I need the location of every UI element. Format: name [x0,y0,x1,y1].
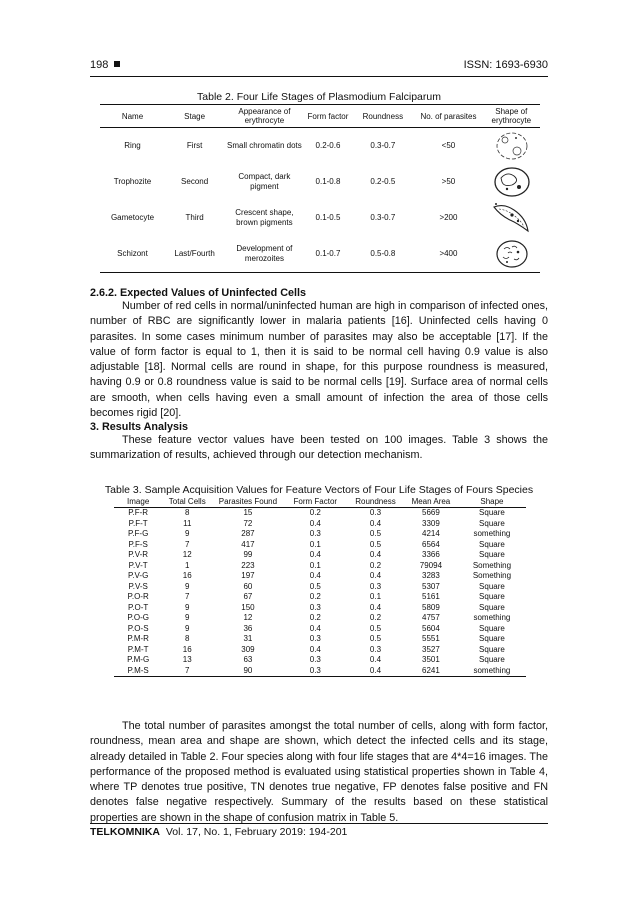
cell-total-cells: 9 [185,602,190,612]
cell-form-factor: 0.3 [309,655,321,665]
table3-col-shape: Shape [458,496,526,508]
cell-total-cells: 16 [182,571,192,581]
table2-row [100,200,540,236]
cell-roundness: 0.1 [369,592,382,602]
cell-mean-area: 5809 [422,602,440,612]
cell-image: P.M-T [127,644,149,654]
table3-row [114,550,526,561]
cell-image: P.O-S [127,623,149,633]
cell-name: Gametocyte [110,213,155,222]
cell-form-factor: 0.1 [309,539,321,549]
cell-roundness: 0.4 [347,666,404,677]
issn-label: ISSN: 1693-6930 [463,59,548,71]
cell-parasites-found: 417 [241,539,255,549]
cell-image: P.O-T [128,602,149,612]
cell-parasites-found: 63 [243,655,253,665]
cell-name: Ring [124,141,141,150]
cell-parasites-found: 60 [243,581,253,591]
cell-mean-area: 6564 [422,539,440,549]
page-header [90,56,548,74]
cell-form-factor: 0.1 [309,560,321,570]
cell-roundness: 0.3 [369,644,382,654]
cell-shape: Square [479,602,505,612]
cell-mean-area: 3501 [422,655,440,665]
table2-col-appearance: Appearance of erythrocyte [224,105,304,128]
cell-roundness: 0.2-0.5 [370,177,396,186]
closing-paragraph: The total number of parasites amongst the total number of cells, along with form factor, roundness, mean area and shape are shown, which detect the infected cells and its stage, already detailed in Table 2. Four species along with four life stages that are 4*4=16 images. The performance of the proposed method is evaluated using statistical properties shown in Table 4, where TP denotes true positive, TN denotes true negative, FP denotes false positive and FN denotes false negative respectively. Summary of the results based on these statistical properties are shown in the shape of confusion matrix in Table 5. [90,720,548,824]
table3-row [114,655,526,666]
table2-col-form-factor: Form factor [305,105,352,128]
cell-total-cells: 1 [185,560,190,570]
cell-mean-area: 6241 [404,666,458,677]
cell-image: P.F-T [128,518,148,528]
cell-form-factor: 0.4 [309,571,321,581]
table3 [114,496,526,677]
table3-row [114,645,526,656]
cell-roundness: 0.3-0.7 [370,213,396,222]
cell-image: P.M-R [127,634,149,644]
cell-image: P.F-R [128,508,149,518]
cell-stage: Third [185,213,204,222]
cell-total-cells: 9 [185,623,190,633]
cell-form-factor: 0.2 [309,592,321,602]
cell-parasites-found: 197 [241,571,255,581]
cell-mean-area: 4214 [422,529,440,539]
table3-caption: Table 3. Sample Acquisition Values for Feature Vectors of Four Life Stages of Fours Species [104,484,534,496]
cell-image: P.V-G [128,571,149,581]
table3-row [114,603,526,614]
cell-total-cells: 9 [185,529,190,539]
table3-row [114,634,526,645]
cell-parasites-found: 99 [243,550,253,560]
table2-row [100,128,540,165]
cell-shape: Square [479,581,505,591]
table3-row [114,561,526,572]
table3-row [114,666,526,677]
cell-name: Trophozite [113,177,152,186]
section-2-6-2-paragraph: Number of red cells in normal/uninfected human are high in comparison of infected ones, number of RBC are significantly lower in malaria patients [16]. Uninfected cells having 0 parasites. In some cases minimum number of parasites may also be acceptable [17]. If the value of form factor is equal to 1, then it is said to be normal cell having 0.9 value is also adjustable [18]. Normal cells are round in shape, for this purpose roundness is measured, having 0.9 or 0.8 roundness value is said to be normal cells [19]. Surface area of normal cells are smooth, when cells having even a small amount of infection the area of those cells becomes rigid [20]. [90,300,548,420]
cell-total-cells: 11 [183,518,192,528]
cell-image: P.O-G [127,613,149,623]
square-bullet-icon [114,61,120,67]
table3-row [114,529,526,540]
cell-parasites-found: 287 [241,529,255,539]
cell-shape: Square [479,518,505,528]
cell-total-cells: 8 [185,634,190,644]
cell-total-cells: 7 [185,539,190,549]
cell-form-factor: 0.1-0.7 [305,236,352,273]
cell-stage: First [186,141,203,150]
footer-rule [90,823,548,824]
cell-parasites-found: 309 [241,644,255,654]
table3-row [114,571,526,582]
cell-shape: something [458,666,526,677]
cell-parasites-found: 67 [243,592,253,602]
table3-header-row [114,496,526,508]
cell-form-factor: 0.1-0.8 [315,177,341,186]
cell-shape: Square [479,508,505,518]
cell-shape: Square [479,655,505,665]
cell-image: P.M-G [127,655,150,665]
cell-parasites-found: 223 [241,560,255,570]
cell-roundness: 0.4 [369,655,382,665]
table2-row [100,164,540,200]
cell-mean-area: 5551 [422,634,440,644]
cell-mean-area: 5669 [422,508,440,518]
cell-appearance: Crescent shape, brown pigments [235,208,294,227]
cell-shape: something [473,529,511,539]
cell-shape: Square [479,644,505,654]
cell-roundness: 0.5-0.8 [351,236,414,273]
table3-row [114,592,526,603]
cell-roundness: 0.4 [369,602,382,612]
table3-col-parasites-found: Parasites Found [212,496,283,508]
table2-col-name: Name [100,105,165,128]
cell-mean-area: 79094 [419,560,443,570]
cell-roundness: 0.3 [369,508,382,518]
schizont-cell-icon [490,237,532,271]
section-3-paragraph: These feature vector values have been tested on 100 images. Table 3 shows the summarization of results, achieved through our detection mechanism. [90,434,548,462]
table2-row [100,236,540,273]
cell-roundness: 0.4 [369,550,382,560]
cell-appearance: Compact, dark pigment [238,172,291,191]
table3-body [114,508,526,677]
cell-mean-area: 5604 [422,623,440,633]
cell-form-factor: 0.4 [309,518,321,528]
table3-row [114,624,526,635]
cell-image: P.F-G [128,529,149,539]
cell-roundness: 0.3-0.7 [370,141,396,150]
cell-stage: Second [181,177,209,186]
cell-roundness: 0.2 [369,560,382,570]
cell-form-factor: 0.2 [309,613,321,623]
page-number: 198 [90,59,109,71]
cell-parasites-found: 15 [243,508,253,518]
table2-header-row [100,105,540,128]
ring-cell-icon [490,129,532,163]
page-footer [90,826,548,838]
cell-form-factor: 0.1-0.5 [315,213,341,222]
journal-name: TELKOMNIKA [90,826,160,838]
cell-mean-area: 3283 [422,571,440,581]
cell-image: P.O-R [127,592,149,602]
cell-shape: Something [472,571,512,581]
cell-roundness: 0.5 [369,529,382,539]
cell-shape: Square [479,539,505,549]
cell-parasites-found: 72 [243,518,253,528]
cell-total-cells: 12 [182,550,192,560]
cell-shape: Square [479,592,505,602]
cell-appearance: Small chromatin dots [227,141,302,150]
table3-row [114,613,526,624]
cell-total-cells: 9 [185,581,190,591]
cell-image: P.F-S [128,539,148,549]
cell-form-factor: 0.4 [309,550,321,560]
table3-row [114,519,526,530]
table3-col-total-cells: Total Cells [162,496,212,508]
cell-roundness: 0.4 [369,571,382,581]
cell-roundness: 0.5 [369,634,382,644]
cell-total-cells: 13 [182,655,192,665]
cell-mean-area: 5307 [422,581,440,591]
cell-mean-area: 4757 [422,613,440,623]
cell-roundness: 0.5 [369,539,382,549]
cell-parasites-found: 90 [212,666,283,677]
cell-form-factor: 0.4 [309,644,321,654]
cell-roundness: 0.4 [369,518,382,528]
cell-parasites: >50 [441,177,456,186]
cell-total-cells: 8 [185,508,190,518]
table2 [100,104,540,273]
table3-col-form-factor: Form Factor [284,496,347,508]
cell-parasites-found: 150 [241,602,255,612]
table2-col-shape: Shape of erythrocyte [483,105,540,128]
cell-shape: Square [479,550,505,560]
table3-col-mean-area: Mean Area [404,496,458,508]
cell-shape: Square [479,634,505,644]
cell-parasites-found: 36 [243,623,253,633]
cell-name: Schizont [100,236,165,273]
cell-form-factor: 0.4 [309,623,321,633]
cell-parasites-found: 12 [243,613,253,623]
table2-col-stage: Stage [165,105,224,128]
section-heading-2-6-2: 2.6.2. Expected Values of Uninfected Cells [90,287,307,299]
cell-roundness: 0.2 [369,613,382,623]
cell-image: P.V-S [128,581,148,591]
table3-col-roundness: Roundness [347,496,404,508]
table3-row [114,540,526,551]
header-rule [90,76,548,77]
cell-form-factor: 0.3 [309,602,321,612]
cell-parasites: >200 [439,213,458,222]
trophozite-cell-icon [490,165,532,199]
cell-image: P.V-R [128,550,149,560]
table3-row [114,582,526,593]
cell-total-cells: 9 [185,613,190,623]
cell-parasites-found: 31 [243,634,253,644]
cell-total-cells: 7 [185,592,190,602]
cell-image: P.V-T [128,560,148,570]
cell-roundness: 0.5 [369,623,382,633]
cell-form-factor: 0.3 [309,634,321,644]
cell-form-factor: 0.5 [309,581,321,591]
table2-caption: Table 2. Four Life Stages of Plasmodium Falciparum [197,91,441,103]
gametocyte-cell-icon [490,201,532,235]
table3-col-image: Image [114,496,162,508]
cell-shape: Square [479,623,505,633]
cell-form-factor: 0.2 [309,508,321,518]
cell-parasites: >400 [414,236,482,273]
cell-appearance: Development of merozoites [224,236,304,273]
cell-mean-area: 3366 [422,550,440,560]
table3-row [114,508,526,519]
cell-total-cells: 16 [182,644,192,654]
cell-mean-area: 5161 [422,592,440,602]
cell-form-factor: 0.3 [309,529,321,539]
cell-mean-area: 3527 [422,644,440,654]
table2-col-parasites: No. of parasites [414,105,482,128]
cell-stage: Last/Fourth [165,236,224,273]
cell-parasites: <50 [441,141,456,150]
cell-shape: something [473,613,511,623]
journal-citation: Vol. 17, No. 1, February 2019: 194-201 [165,826,348,838]
cell-mean-area: 3309 [422,518,440,528]
table2-col-roundness: Roundness [351,105,414,128]
cell-image: P.M-S [114,666,162,677]
section-heading-3: 3. Results Analysis [90,421,189,433]
cell-shape: Something [472,560,512,570]
cell-roundness: 0.3 [369,581,382,591]
cell-total-cells: 7 [162,666,212,677]
cell-form-factor: 0.2-0.6 [315,141,341,150]
cell-form-factor: 0.3 [284,666,347,677]
